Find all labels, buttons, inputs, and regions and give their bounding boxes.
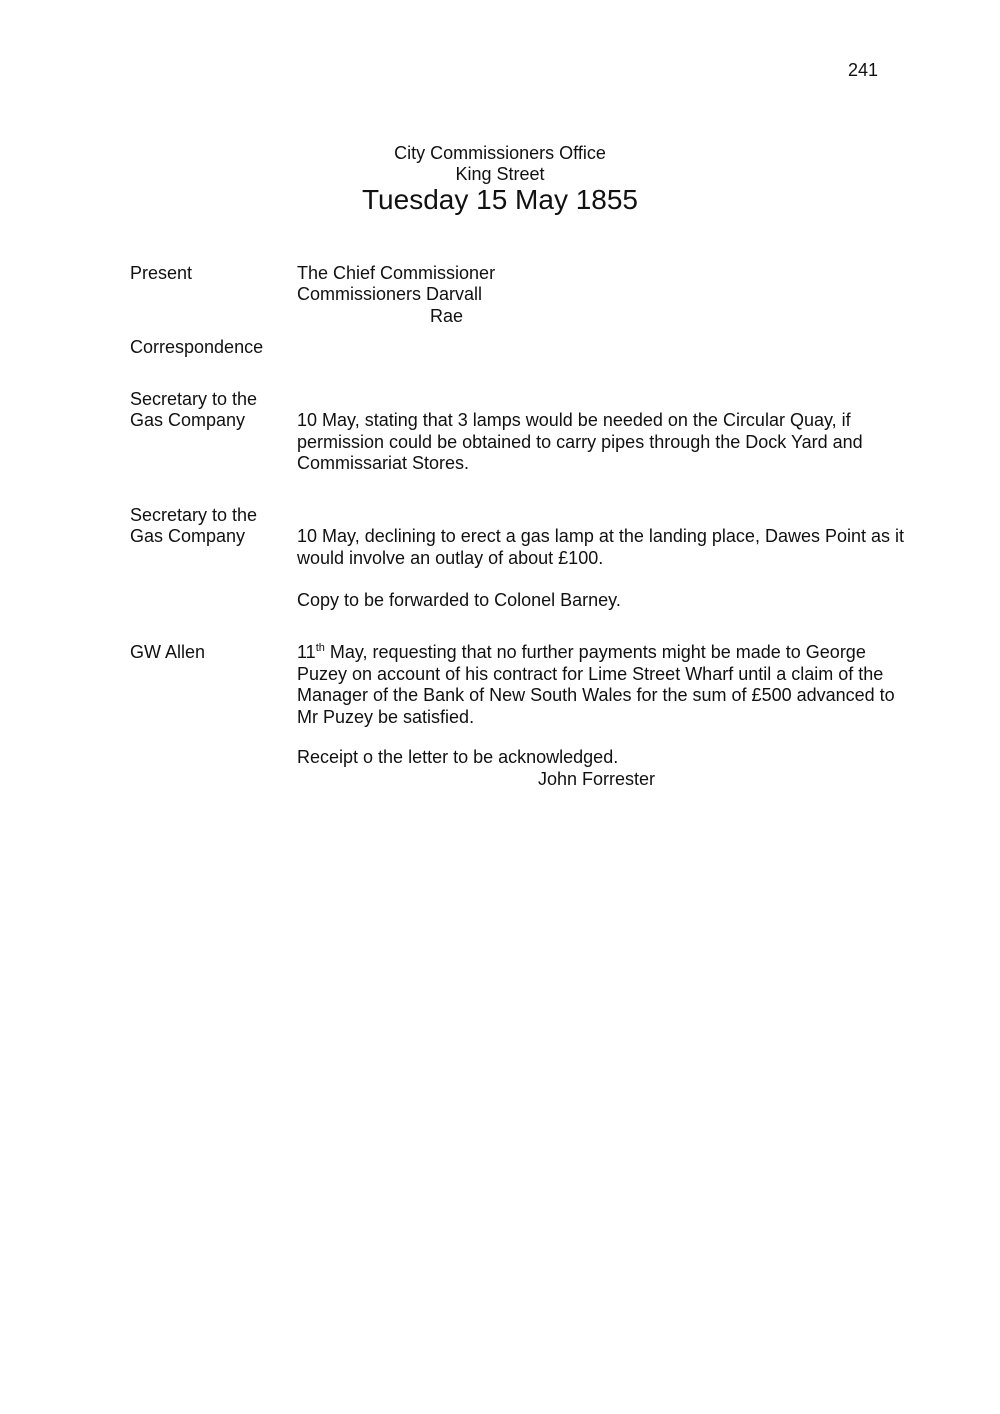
entry-sender-line1: Secretary to the (130, 389, 258, 409)
present-label: Present (130, 263, 193, 283)
entry-note: Receipt o the letter to be acknowledged. (297, 747, 619, 767)
entry-sender-line2: Gas Company (130, 526, 246, 546)
present-member: Rae (430, 306, 464, 326)
entry-date-suffix: th (315, 642, 325, 654)
meeting-date: Tuesday 15 May 1855 (361, 184, 639, 215)
entry-note: Copy to be forwarded to Colonel Barney. (297, 590, 621, 610)
office-heading: City Commissioners Office (394, 143, 606, 163)
entry-sender-line1: GW Allen (130, 642, 206, 662)
present-member: The Chief Commissioner (297, 263, 496, 283)
entry-sender-line2: Gas Company (130, 410, 246, 430)
entry-date-number: 11 (297, 642, 316, 662)
entry-text-block (297, 642, 917, 728)
entry-sender-line1: Secretary to the (130, 505, 258, 525)
entry-text: 10 May, declining to erect a gas lamp at the landing place, Dawes Point as it would involve an outlay of about £100. (297, 526, 905, 568)
entry-text: May, requesting that no further payments might be made to George Puzey on account of his contract for Lime Street Wharf until a claim of the Manager of the Bank of New South Wales for the sum of £500 advanced to Mr Puzey be satisfied. (297, 642, 895, 727)
entry-text: 10 May, stating that 3 lamps would be needed on the Circular Quay, if permission could be obtained to carry pipes through the Dock Yard and Commissariat Stores. (297, 410, 863, 473)
signature: John Forrester (538, 769, 656, 789)
street-heading: King Street (455, 164, 545, 184)
present-member: Commissioners Darvall (297, 284, 483, 304)
page-number: 241 (847, 60, 878, 80)
correspondence-label: Correspondence (130, 337, 264, 357)
